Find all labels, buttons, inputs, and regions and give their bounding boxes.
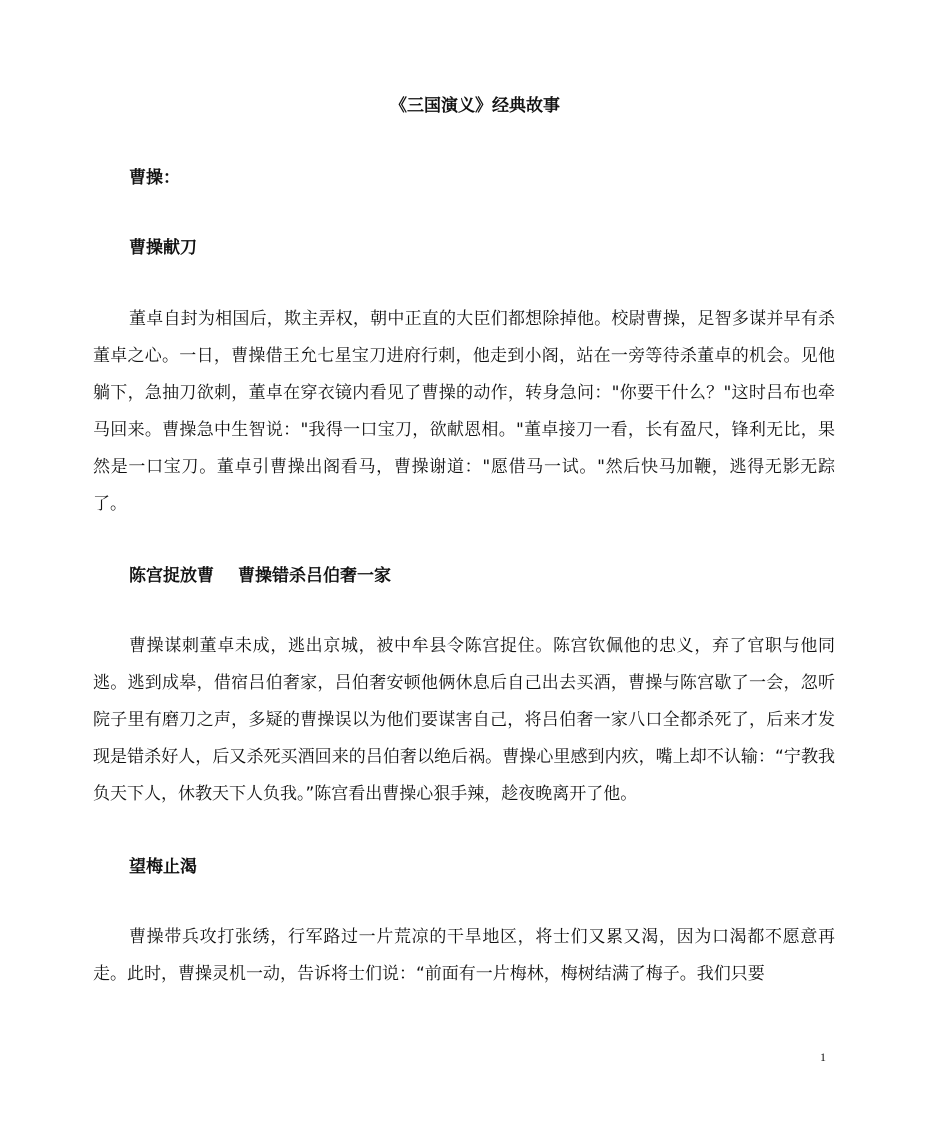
- section-heading-chen-gong: [129, 564, 391, 588]
- page-number: 1: [820, 1050, 826, 1064]
- heading-part-chen-gong: 陈宫捉放曹: [129, 566, 214, 586]
- section-heading-wang-mei: 望梅止渴: [129, 857, 197, 877]
- section-heading-cao-cao: 曹操：: [129, 168, 180, 188]
- heading-part-lv-boshe: 曹操错杀吕伯奢一家: [238, 566, 391, 586]
- paragraph-xian-dao: 董卓自封为相国后，欺主弄权，朝中正直的大臣们都想除掉他。校尉曹操，足智多谋并早有杀董卓之心。一日，曹操借王允七星宝刀进府行刺，他走到小阁，站在一旁等待杀董卓的机会。见他躺下，急抽刀欲刺，董卓在穿衣镜内看见了曹操的动作，转身急问："你要干什么？"这时吕布也牵马回来。曹操急中生智说："我得一口宝刀，欲献恩相。"董卓接刀一看，长有盈尺，锋利无比，果然是一口宝刀。董卓引曹操出阁看马，曹操谢道："愿借马一试。"然后快马加鞭，逃得无影无踪了。: [93, 309, 835, 514]
- section-heading-xian-dao: 曹操献刀: [129, 238, 197, 258]
- document-title: 《三国演义》经典故事: [390, 96, 560, 116]
- paragraph-chen-gong: 曹操谋刺董卓未成，逃出京城，被中牟县令陈宫捉住。陈宫钦佩他的忠义，弃了官职与他同逃。逃到成皋，借宿吕伯奢家，吕伯奢安顿他俩休息后自己出去买酒，曹操与陈宫歇了一会，忽听院子里有磨刀之声，多疑的曹操误以为他们要谋害自己，将吕伯奢一家八口全都杀死了，后来才发现是错杀好人，后又杀死买酒回来的吕伯奢以绝后祸。曹操心里感到内疚，嘴上却不认输：“宁教我负天下人，休教天下人负我。”陈宫看出曹操心狠手辣，趁夜晚离开了他。: [93, 636, 835, 804]
- paragraph-wang-mei: 曹操带兵攻打张绣，行军路过一片荒凉的干旱地区，将士们又累又渴，因为口渴都不愿意再走。此时，曹操灵机一动，告诉将士们说：“前面有一片梅林，梅树结满了梅子。我们只要: [93, 927, 835, 984]
